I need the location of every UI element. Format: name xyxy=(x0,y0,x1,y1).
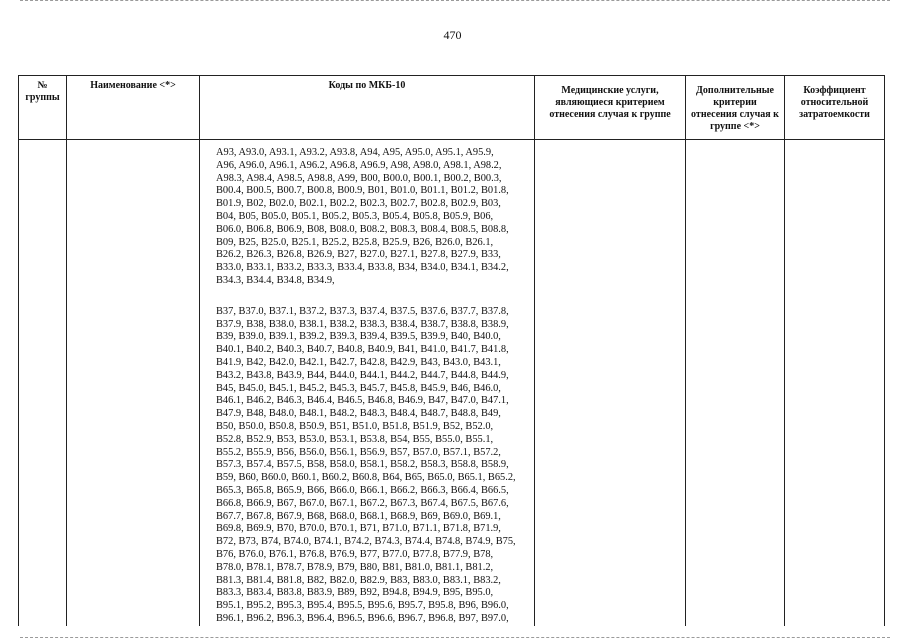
codes-line: B96.1, B96.2, B96.3, B96.4, B96.5, B96.6, B96.7, B96.8, B97, B97.0, xyxy=(216,612,509,624)
codes-line: B33.0, B33.1, B33.2, B33.3, B33.4, B33.8, B34, B34.0, B34.1, B34.2, xyxy=(216,262,509,274)
codes-line: B26.2, B26.3, B26.8, B26.9, B27, B27.0, B27.1, B27.8, B27.9, B33, xyxy=(216,249,501,261)
codes-line: B69.8, B69.9, B70, B70.0, B70.1, B71, B71.0, B71.1, B71.8, B71.9, xyxy=(216,523,501,535)
codes-line: B47.9, B48, B48.0, B48.1, B48.2, B48.3, B48.4, B48.7, B48.8, B49, xyxy=(216,408,501,420)
codes-line: B09, B25, B25.0, B25.1, B25.2, B25.8, B25.9, B26, B26.0, B26.1, xyxy=(216,236,494,248)
codes-line: B50, B50.0, B50.8, B50.9, B51, B51.0, B51.8, B51.9, B52, B52.0, xyxy=(216,420,494,432)
codes-line: B55.2, B55.9, B56, B56.0, B56.1, B56.9, B57, B57.0, B57.1, B57.2, xyxy=(216,446,501,458)
top-page-rule xyxy=(20,0,890,2)
bottom-page-rule xyxy=(20,637,890,639)
cell-cost-coefficient xyxy=(785,140,885,626)
header-icd10-codes: Коды по МКБ-10 xyxy=(200,76,535,140)
codes-line: B45, B45.0, B45.1, B45.2, B45.3, B45.7, B45.8, B45.9, B46, B46.0, xyxy=(216,382,501,394)
codes-line: B52.8, B52.9, B53, B53.0, B53.1, B53.8, B54, B55, B55.0, B55.1, xyxy=(216,433,494,445)
icd-groups-table xyxy=(18,75,885,626)
codes-line: B34.3, B34.4, B34.8, B34.9, xyxy=(216,274,335,286)
header-cost-coefficient: Коэффициент относительной затратоемкости xyxy=(785,76,885,140)
codes-line: B81.3, B81.4, B81.8, B82, B82.0, B82.9, B83, B83.0, B83.1, B83.2, xyxy=(216,574,501,586)
page-number: 470 xyxy=(443,28,462,42)
codes-line: B01.9, B02, B02.0, B02.1, B02.2, B02.3, B02.7, B02.8, B02.9, B03, xyxy=(216,198,501,210)
codes-line: B76, B76.0, B76.1, B76.8, B76.9, B77, B77.0, B77.8, B77.9, B78, xyxy=(216,548,494,560)
codes-line: A96, A96.0, A96.1, A96.2, A96.8, A96.9, A98, A98.0, A98.1, A98.2, xyxy=(216,159,502,171)
codes-line: B37, B37.0, B37.1, B37.2, B37.3, B37.4, B37.5, B37.6, B37.7, B37.8, xyxy=(216,305,509,317)
cell-additional-criteria xyxy=(686,140,785,626)
codes-line: B43.2, B43.8, B43.9, B44, B44.0, B44.1, B44.2, B44.7, B44.8, B44.9, xyxy=(216,369,509,381)
codes-line: B66.8, B66.9, B67, B67.0, B67.1, B67.2, B67.3, B67.4, B67.5, B67.6, xyxy=(216,497,509,509)
codes-line: A98.3, A98.4, A98.5, A98.8, A99, B00, B00.0, B00.1, B00.2, B00.3, xyxy=(216,172,502,184)
codes-line: B72, B73, B74, B74.0, B74.1, B74.2, B74.3, B74.4, B74.8, B74.9, B75, xyxy=(216,536,516,548)
codes-line: B78.0, B78.1, B78.7, B78.9, B79, B80, B81, B81.0, B81.1, B81.2, xyxy=(216,561,494,573)
codes-line: B00.4, B00.5, B00.7, B00.8, B00.9, B01, B01.0, B01.1, B01.2, B01.8, xyxy=(216,185,509,197)
codes-paragraph-gap xyxy=(216,288,530,306)
codes-line: B06.0, B06.8, B06.9, B08, B08.0, B08.2, B08.3, B08.4, B08.5, B08.8, xyxy=(216,223,509,235)
header-additional-criteria: Дополнительные критерии отнесения случая к группе <*> xyxy=(686,76,785,140)
codes-line: B39, B39.0, B39.1, B39.2, B39.3, B39.4, B39.5, B39.9, B40, B40.0, xyxy=(216,331,501,343)
codes-line: B65.3, B65.8, B65.9, B66, B66.0, B66.1, B66.2, B66.3, B66.4, B66.5, xyxy=(216,484,509,496)
codes-line: B57.3, B57.4, B57.5, B58, B58.0, B58.1, B58.2, B58.3, B58.8, B58.9, xyxy=(216,459,509,471)
cell-name xyxy=(67,140,200,626)
header-medical-services: Медицинские услуги, являющиеся критерием отнесения случая к группе xyxy=(535,76,686,140)
cell-medical-services xyxy=(535,140,686,626)
cell-icd10-codes xyxy=(200,140,535,626)
header-group-number: № группы xyxy=(19,76,67,140)
cell-group-number xyxy=(19,140,67,626)
codes-line: B95.1, B95.2, B95.3, B95.4, B95.5, B95.6, B95.7, B95.8, B96, B96.0, xyxy=(216,600,509,612)
codes-line: B59, B60, B60.0, B60.1, B60.2, B60.8, B64, B65, B65.0, B65.1, B65.2, xyxy=(216,472,516,484)
table-header-row xyxy=(19,76,885,140)
table-row xyxy=(19,140,885,626)
codes-line: B67.7, B67.8, B67.9, B68, B68.0, B68.1, B68.9, B69, B69.0, B69.1, xyxy=(216,510,501,522)
codes-line: B40.1, B40.2, B40.3, B40.7, B40.8, B40.9, B41, B41.0, B41.7, B41.8, xyxy=(216,344,509,356)
codes-line: B83.3, B83.4, B83.8, B83.9, B89, B92, B94.8, B94.9, B95, B95.0, xyxy=(216,587,494,599)
codes-line: B37.9, B38, B38.0, B38.1, B38.2, B38.3, B38.4, B38.7, B38.8, B38.9, xyxy=(216,318,509,330)
codes-line: B04, B05, B05.0, B05.1, B05.2, B05.3, B05.4, B05.8, B05.9, B06, xyxy=(216,210,494,222)
codes-line: A93, A93.0, A93.1, A93.2, A93.8, A94, A95, A95.0, A95.1, A95.9, xyxy=(216,147,494,158)
header-name: Наименование <*> xyxy=(67,76,200,140)
icd10-codes-list xyxy=(200,140,534,626)
codes-line: B41.9, B42, B42.0, B42.1, B42.7, B42.8, B42.9, B43, B43.0, B43.1, xyxy=(216,356,501,368)
codes-line: B46.1, B46.2, B46.3, B46.4, B46.5, B46.8, B46.9, B47, B47.0, B47.1, xyxy=(216,395,509,407)
